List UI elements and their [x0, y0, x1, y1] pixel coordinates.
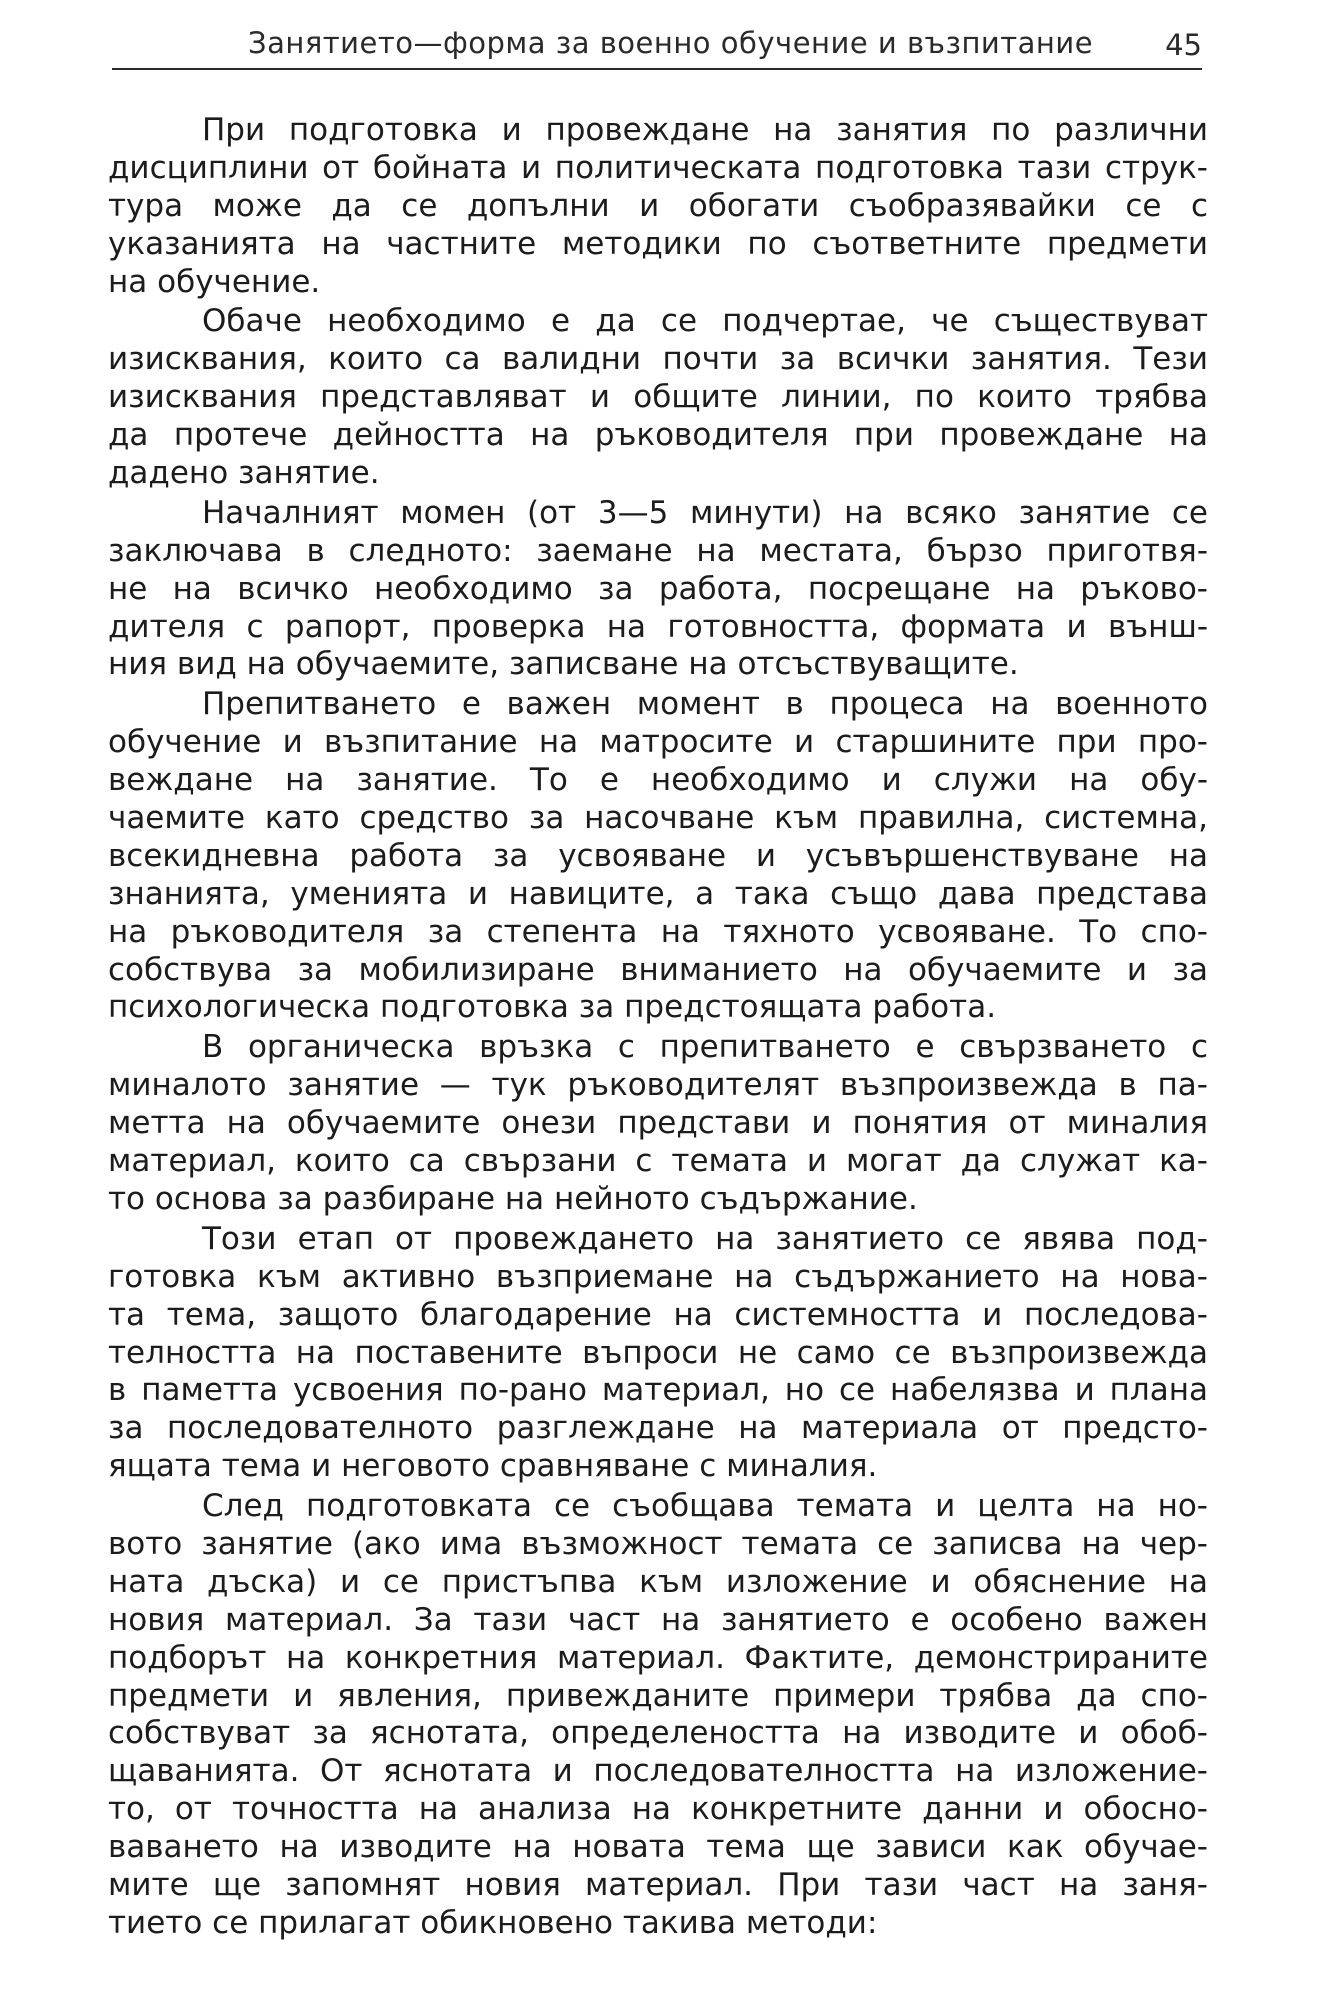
- text-line: предмети и явления, привежданите примери трябва да спо-: [108, 1677, 1208, 1714]
- text-line: чаемите като средство за насочване към правилна, системна,: [108, 800, 1208, 837]
- text-line: Началният момен (от 3—5 минути) на всяко занятие се: [202, 494, 1208, 531]
- text-line: миналото занятие — тук ръководителят възпроизвежда в па-: [108, 1067, 1208, 1104]
- text-line: всекидневна работа за усвояване и усъвършенствуване на: [108, 837, 1208, 874]
- text-line: заключава в следното: заемане на местата, бързо приготвя-: [108, 532, 1208, 569]
- text-line: дисциплини от бойната и политическата подготовка тази струк-: [108, 149, 1208, 186]
- text-line: собствуват за яснотата, определеността на изводите и обоб-: [108, 1715, 1208, 1752]
- text-line: не на всичко необходимо за работа, посрещане на ръково-: [108, 570, 1208, 607]
- text-line: В органическа връзка с препитването е свързването с: [202, 1029, 1208, 1066]
- text-line: готовка към активно възприемане на съдържанието на нова-: [108, 1258, 1208, 1295]
- paragraph: [108, 495, 1208, 684]
- text-line: изисквания, които са валидни почти за всички занятия. Тези: [108, 341, 1208, 378]
- text-line: щаванията. От яснотата и последователността на изложение-: [108, 1753, 1208, 1790]
- text-line: метта на обучаемите онези представи и понятия от миналия: [108, 1105, 1208, 1142]
- text-line: тието се прилагат обикновено такива методи:: [108, 1904, 878, 1941]
- text-line: подборът на конкретния материал. Фактите, демонстрираните: [108, 1639, 1208, 1676]
- text-line: Този етап от провеждането на занятието се явява под-: [202, 1220, 1208, 1257]
- body-text: [108, 112, 1208, 1945]
- text-line: собствува за мобилизиране вниманието на обучаемите и за: [108, 951, 1208, 988]
- text-line: Препитването е важен момент в процеса на военното: [202, 686, 1208, 723]
- text-line: дителя с рапорт, проверка на готовността, формата и външ-: [108, 608, 1208, 645]
- running-header: [112, 22, 1202, 70]
- text-line: Обаче необходимо е да се подчертае, че съществуват: [202, 303, 1208, 340]
- text-line: ния вид на обучаемите, записване на отсъствуващите.: [108, 646, 1019, 683]
- paragraph: [108, 686, 1208, 1027]
- running-title: Занятието—форма за военно обучение и възпитание: [248, 26, 1094, 60]
- text-line: вото занятие (ако има възможност темата се записва на чер-: [108, 1525, 1208, 1562]
- text-line: то основа за разбиране на нейното съдържание.: [108, 1180, 918, 1217]
- text-line: ната дъска) и се пристъпва към изложение и обяснение на: [108, 1563, 1208, 1600]
- text-line: мите ще запомнят новия материал. При тази част на заня-: [108, 1866, 1208, 1903]
- text-line: обучение и възпитание на матросите и старшините при про-: [108, 724, 1208, 761]
- text-line: След подготовката се съобщава темата и целта на но-: [202, 1488, 1208, 1525]
- text-line: да протече дейността на ръководителя при провеждане на: [108, 417, 1208, 454]
- paragraph: [108, 1221, 1208, 1486]
- text-line: изисквания представляват и общите линии, по които трябва: [108, 379, 1208, 416]
- text-line: знанията, уменията и навиците, а така също дава представа: [108, 875, 1208, 912]
- text-line: та тема, защото благодарение на системността и последова-: [108, 1296, 1208, 1333]
- text-line: ящата тема и неговото сравняване с миналия.: [108, 1448, 878, 1485]
- paragraph: [108, 1488, 1208, 1943]
- paragraph: [108, 303, 1208, 492]
- page-number: 45: [1165, 28, 1202, 62]
- text-line: в паметта усвоения по-рано материал, но се набелязва и плана: [108, 1372, 1208, 1409]
- text-line: материал, които са свързани с темата и могат да служат ка-: [108, 1143, 1208, 1180]
- text-line: психологическа подготовка за предстоящата работа.: [108, 989, 997, 1026]
- text-line: новия материал. За тази част на занятието е особено важен: [108, 1601, 1208, 1638]
- text-line: то, от точността на анализа на конкретните данни и обосно-: [108, 1791, 1208, 1828]
- text-line: ваването на изводите на новата тема ще зависи как обучае-: [108, 1829, 1208, 1866]
- text-line: телността на поставените въпроси не само се възпроизвежда: [108, 1334, 1208, 1371]
- paragraph: [108, 112, 1208, 301]
- text-line: на ръководителя за степента на тяхното усвояване. То спо-: [108, 913, 1208, 950]
- text-line: тура може да се допълни и обогати съобразявайки се с: [108, 187, 1208, 224]
- text-line: дадено занятие.: [108, 455, 380, 492]
- text-line: веждане на занятие. То е необходимо и служи на обу-: [108, 762, 1208, 799]
- text-line: за последователното разглеждане на материала от предсто-: [108, 1410, 1208, 1447]
- text-line: на обучение.: [108, 263, 321, 300]
- text-line: указанията на частните методики по съответните предмети: [108, 225, 1208, 262]
- text-line: При подготовка и провеждане на занятия по различни: [202, 112, 1208, 148]
- paragraph: [108, 1029, 1208, 1218]
